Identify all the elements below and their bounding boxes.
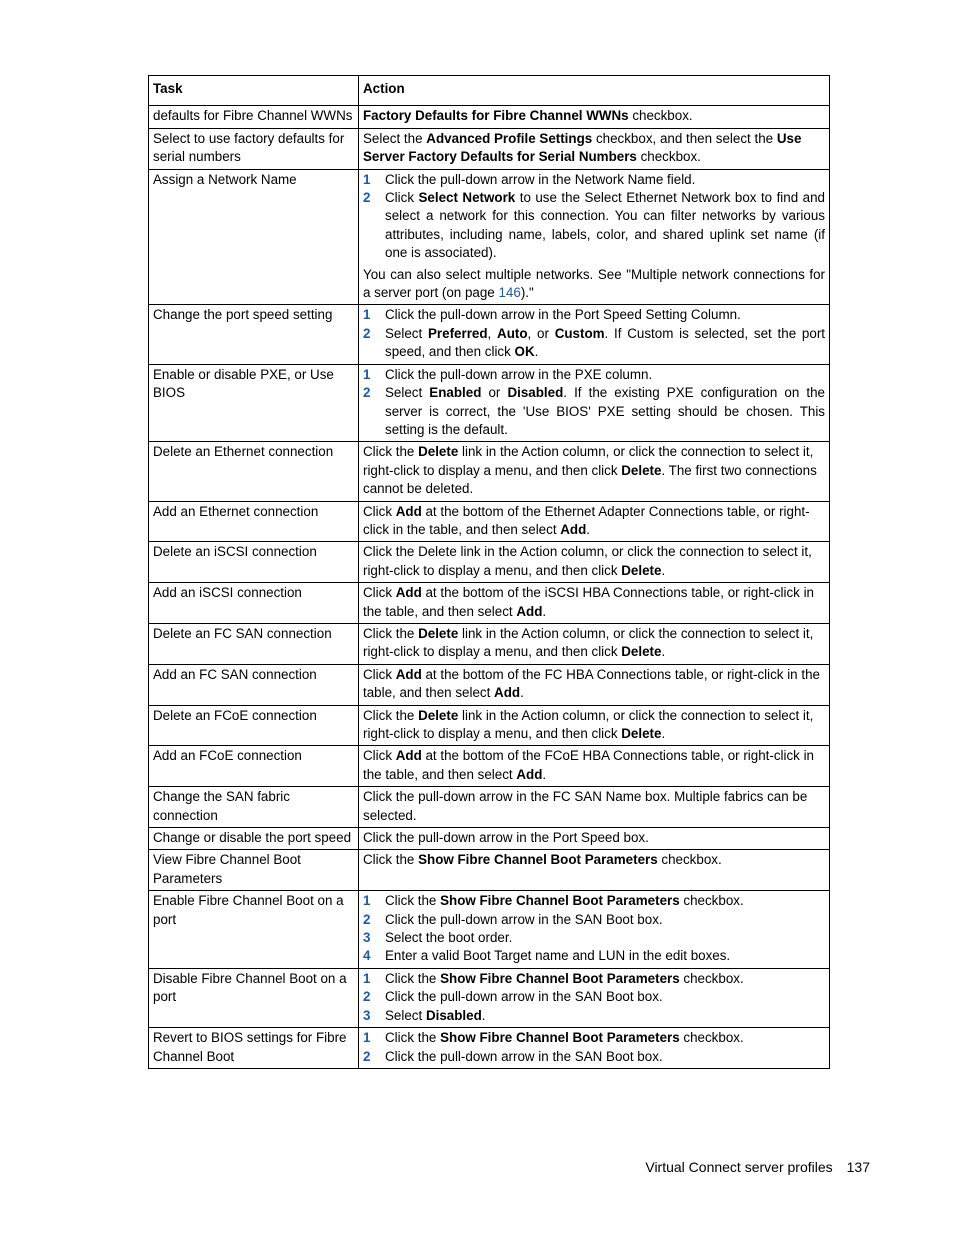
- action-cell: [359, 705, 830, 746]
- step-text: [385, 171, 825, 189]
- action-cell: [359, 442, 830, 501]
- table-header-row: [149, 76, 830, 106]
- action-text: Click the Delete link in the Action column, or click the connection to select it, right-click to display a menu, and then click: [363, 544, 812, 578]
- table-row: [149, 746, 830, 787]
- table-row: [149, 828, 830, 850]
- ui-term: Advanced Profile Settings: [426, 130, 593, 146]
- action-text: Click the pull-down arrow in the SAN Boot box.: [385, 989, 663, 1005]
- ui-term: Add: [516, 766, 543, 782]
- action-text: checkbox.: [628, 108, 693, 124]
- step-number: 1: [363, 307, 371, 323]
- action-text: .: [661, 726, 666, 741]
- action-cell: [359, 1028, 830, 1069]
- table-row: [149, 1028, 830, 1069]
- action-text: Click the: [385, 1030, 441, 1046]
- step-number: 1: [363, 1030, 371, 1046]
- table-row: [149, 305, 830, 364]
- procedure-step: [363, 1029, 825, 1047]
- action-text: ).": [520, 285, 534, 301]
- action-text: Click the pull-down arrow in the FC SAN Name box. Multiple fabrics can be selected.: [363, 789, 808, 823]
- table-body: [149, 106, 830, 1069]
- task-cell: Delete an iSCSI connection: [149, 542, 359, 583]
- action-text: link in the Action column, or click the connection to select it, right-click to display a menu, and then click: [363, 707, 814, 741]
- action-text: Select: [385, 385, 430, 401]
- ui-term: Add: [395, 748, 422, 764]
- procedure-step: [363, 911, 825, 929]
- step-number: 2: [363, 190, 371, 206]
- step-number: 1: [363, 171, 371, 187]
- procedure-step: [363, 171, 825, 189]
- step-text: [385, 911, 825, 929]
- action-cell: [359, 501, 830, 542]
- step-number: 3: [363, 1007, 371, 1023]
- action-text: Select the: [363, 130, 427, 146]
- step-text: [385, 325, 825, 362]
- ui-term: Disabled: [425, 1007, 482, 1023]
- task-cell: View Fibre Channel Boot Parameters: [149, 850, 359, 891]
- action-text: link in the Action column, or click the connection to select it, right-click to display a menu, and then click: [363, 444, 814, 478]
- action-text: .: [661, 562, 666, 578]
- action-cell: [359, 850, 830, 891]
- task-cell: Enable or disable PXE, or Use BIOS: [149, 364, 359, 442]
- action-text: Enter a valid Boot Target name and LUN in the edit boxes.: [385, 948, 731, 964]
- action-text: You can also select multiple networks. See "Multiple network connections for a server port (on page: [363, 266, 825, 301]
- table-row: [149, 364, 830, 442]
- task-cell: Add an iSCSI connection: [149, 583, 359, 624]
- ui-term: Add: [395, 585, 422, 601]
- table-row: [149, 968, 830, 1027]
- ui-term: Factory Defaults for Fibre Channel WWNs: [363, 108, 629, 124]
- step-text: [385, 366, 825, 384]
- page-reference-link[interactable]: 146: [498, 285, 521, 301]
- table-row: [149, 442, 830, 501]
- action-text: Click the: [363, 707, 419, 723]
- action-text: Click the: [385, 893, 441, 909]
- action-text: Select the boot order.: [385, 930, 513, 946]
- step-text: [385, 189, 825, 263]
- action-cell: [359, 364, 830, 442]
- action-text: Click the pull-down arrow in the SAN Boot box.: [385, 911, 663, 927]
- table-row: [149, 664, 830, 705]
- action-text: or: [481, 385, 508, 401]
- action-text: Click the: [363, 625, 419, 641]
- action-text: . If the existing PXE configuration on the server is correct, the 'Use BIOS' PXE setting should be chosen. This setting is the default.: [385, 385, 825, 437]
- step-text: [385, 306, 825, 324]
- action-text: checkbox.: [679, 893, 744, 909]
- task-column-header: Task: [149, 76, 359, 106]
- task-cell: Delete an Ethernet connection: [149, 442, 359, 501]
- step-text: [385, 947, 825, 965]
- ui-term: Delete: [621, 462, 662, 478]
- action-text: Click: [363, 666, 396, 682]
- action-text: . The first two connections cannot be deleted.: [363, 462, 817, 497]
- step-number: 1: [363, 970, 371, 986]
- task-cell: Add an FC SAN connection: [149, 664, 359, 705]
- table-row: [149, 501, 830, 542]
- step-number: 2: [363, 325, 371, 341]
- action-text: . If Custom is selected, set the port speed, and then click: [385, 325, 825, 360]
- action-text: Select: [385, 325, 428, 341]
- action-text: Click the pull-down arrow in the Port Speed Setting Column.: [385, 307, 741, 323]
- step-text: [385, 1029, 825, 1047]
- procedure-step: [363, 947, 825, 965]
- action-text: .: [542, 603, 547, 619]
- table-row: [149, 542, 830, 583]
- action-text: Select: [385, 1007, 426, 1023]
- table-row: [149, 705, 830, 746]
- action-text: .: [586, 521, 591, 537]
- action-text: Click: [363, 585, 396, 601]
- action-text: .: [542, 766, 547, 782]
- task-cell: Delete an FCoE connection: [149, 705, 359, 746]
- action-cell: [359, 305, 830, 364]
- procedure-step: [363, 892, 825, 910]
- ui-term: Preferred: [427, 325, 488, 341]
- action-cell: [359, 664, 830, 705]
- action-cell: [359, 128, 830, 169]
- ui-term: Delete: [621, 562, 662, 578]
- step-number: 2: [363, 1048, 371, 1064]
- procedure-step: [363, 1007, 825, 1025]
- table-row: [149, 169, 830, 305]
- ui-term: Show Fibre Channel Boot Parameters: [440, 970, 680, 986]
- action-text: .: [661, 644, 666, 660]
- ui-term: Custom: [554, 325, 605, 341]
- ui-term: Add: [395, 503, 422, 519]
- task-action-table: [148, 75, 830, 1069]
- step-text: [385, 892, 825, 910]
- procedure-step: [363, 970, 825, 988]
- ui-term: Use Server Factory Defaults for Serial Numbers: [363, 130, 802, 165]
- action-note: [363, 266, 825, 303]
- action-cell: [359, 746, 830, 787]
- ui-term: OK: [514, 344, 535, 360]
- task-cell: Assign a Network Name: [149, 169, 359, 305]
- action-text: Click the: [385, 970, 441, 986]
- action-text: Click the: [363, 444, 419, 460]
- table-row: [149, 891, 830, 969]
- action-cell: [359, 828, 830, 850]
- table-row: [149, 128, 830, 169]
- step-number: 1: [363, 366, 371, 382]
- action-text: .: [481, 1007, 486, 1023]
- ui-term: Disabled: [507, 385, 564, 401]
- ui-term: Add: [494, 685, 521, 701]
- task-cell: Enable Fibre Channel Boot on a port: [149, 891, 359, 969]
- ui-term: Show Fibre Channel Boot Parameters: [440, 893, 680, 909]
- action-text: , or: [527, 325, 555, 341]
- step-number: 2: [363, 989, 371, 1005]
- task-cell: Revert to BIOS settings for Fibre Channel Boot: [149, 1028, 359, 1069]
- ui-term: Show Fibre Channel Boot Parameters: [440, 1030, 680, 1046]
- action-text: checkbox, and then select the: [592, 130, 777, 146]
- step-number: 2: [363, 911, 371, 927]
- procedure-step: [363, 366, 825, 384]
- action-cell: [359, 891, 830, 969]
- task-cell: Disable Fibre Channel Boot on a port: [149, 968, 359, 1027]
- step-number: 2: [363, 385, 371, 401]
- step-number: 3: [363, 930, 371, 946]
- action-text: checkbox.: [636, 149, 701, 165]
- page-footer: [600, 1158, 870, 1176]
- ui-term: Delete: [621, 644, 662, 660]
- step-text: [385, 1007, 825, 1025]
- table-row: [149, 787, 830, 828]
- action-text: ,: [487, 325, 498, 341]
- ui-term: Select Network: [418, 190, 516, 206]
- action-cell: [359, 623, 830, 664]
- ui-term: Add: [395, 666, 422, 682]
- table-row: [149, 623, 830, 664]
- step-text: [385, 988, 825, 1006]
- action-text: at the bottom of the Ethernet Adapter Connections table, or right-click in the table, and then select: [363, 503, 810, 537]
- page-number: 137: [846, 1159, 870, 1175]
- step-number: 1: [363, 893, 371, 909]
- ui-term: Delete: [621, 726, 662, 741]
- action-text: .: [534, 344, 539, 360]
- table-row: [149, 106, 830, 128]
- step-text: [385, 1048, 825, 1066]
- action-text: Click the pull-down arrow in the Network Name field.: [385, 171, 696, 187]
- action-text: at the bottom of the FCoE HBA Connections table, or right-click in the table, and then select: [363, 748, 815, 782]
- action-cell: [359, 968, 830, 1027]
- action-text: link in the Action column, or click the connection to select it, right-click to display a menu, and then click: [363, 625, 814, 660]
- ui-term: Auto: [497, 325, 528, 341]
- procedure-step: [363, 325, 825, 362]
- ui-term: Show Fibre Channel Boot Parameters: [418, 852, 658, 868]
- action-cell: [359, 169, 830, 305]
- procedure-step: [363, 306, 825, 324]
- action-text: Click: [363, 503, 396, 519]
- action-text: Click the pull-down arrow in the Port Speed box.: [363, 830, 649, 846]
- action-text: at the bottom of the iSCSI HBA Connections table, or right-click in the table, and then select: [363, 585, 815, 619]
- ui-term: Add: [560, 521, 587, 537]
- task-cell: Add an Ethernet connection: [149, 501, 359, 542]
- ui-term: Add: [516, 603, 543, 619]
- action-text: Click: [363, 748, 396, 764]
- ui-term: Enabled: [429, 385, 482, 401]
- action-text: .: [520, 685, 524, 701]
- step-number: 4: [363, 948, 371, 964]
- action-text: checkbox.: [679, 970, 744, 986]
- task-cell: Delete an FC SAN connection: [149, 623, 359, 664]
- action-text: Click the pull-down arrow in the PXE column.: [385, 366, 653, 382]
- ui-term: Delete: [418, 444, 459, 460]
- procedure-step: [363, 929, 825, 947]
- task-cell: Change the SAN fabric connection: [149, 787, 359, 828]
- table-row: [149, 850, 830, 891]
- footer-section-title: Virtual Connect server profiles: [645, 1159, 833, 1175]
- action-text: checkbox.: [657, 852, 722, 868]
- task-cell: Change the port speed setting: [149, 305, 359, 364]
- action-text: Click: [385, 190, 419, 206]
- ui-term: Delete: [418, 625, 459, 641]
- action-text: checkbox.: [679, 1030, 744, 1046]
- action-cell: [359, 106, 830, 128]
- procedure-step: [363, 1048, 825, 1066]
- ui-term: Delete: [418, 707, 459, 723]
- task-cell: Add an FCoE connection: [149, 746, 359, 787]
- action-cell: [359, 787, 830, 828]
- procedure-step: [363, 384, 825, 439]
- table-row: [149, 583, 830, 624]
- task-cell: Change or disable the port speed: [149, 828, 359, 850]
- step-text: [385, 970, 825, 988]
- action-column-header: Action: [359, 76, 830, 106]
- action-cell: [359, 583, 830, 624]
- step-text: [385, 384, 825, 439]
- task-cell: defaults for Fibre Channel WWNs: [149, 106, 359, 128]
- action-text: Click the pull-down arrow in the SAN Boot box.: [385, 1048, 663, 1064]
- action-text: to use the Select Ethernet Network box to find and select a network for this connection. You can filter networks by various attributes, including name, labels, color, and shared uplink set name (if one is associated).: [385, 190, 825, 261]
- action-text: Click the: [363, 852, 419, 868]
- action-cell: [359, 542, 830, 583]
- procedure-step: [363, 189, 825, 263]
- action-text: at the bottom of the FC HBA Connections table, or right-click in the table, and then select: [363, 666, 820, 701]
- task-cell: Select to use factory defaults for serial numbers: [149, 128, 359, 169]
- procedure-step: [363, 988, 825, 1006]
- step-text: [385, 929, 825, 947]
